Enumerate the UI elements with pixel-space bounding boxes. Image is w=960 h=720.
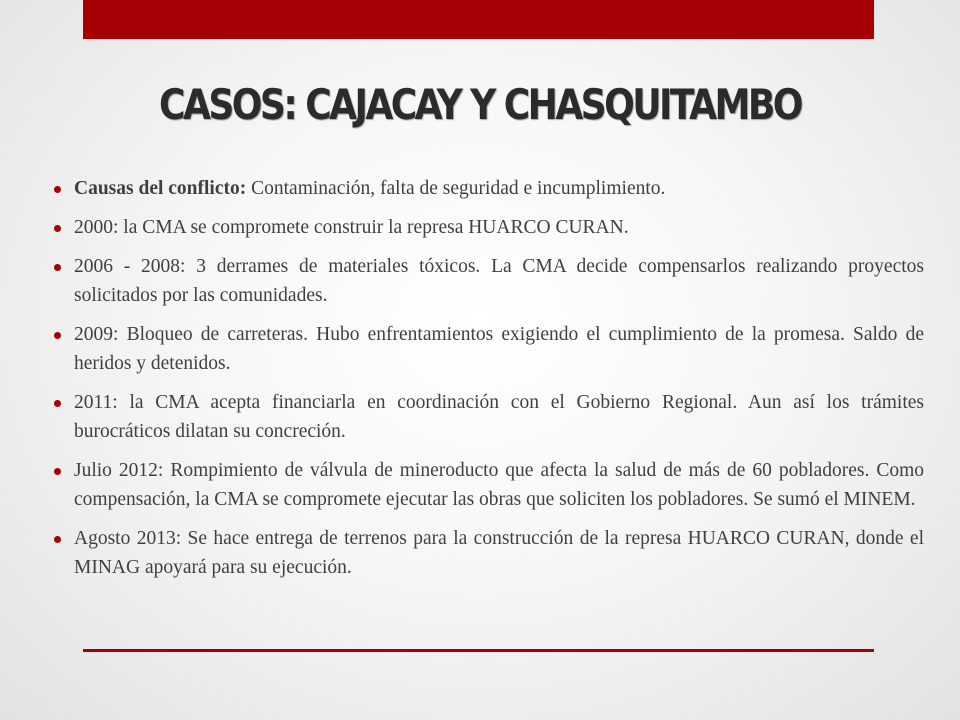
bottom-accent-line [83,649,874,652]
bullet-dot-icon [54,332,61,339]
bullet-item [74,320,924,378]
bullet-text: Julio 2012: Rompimiento de válvula de mineroducto que afecta la salud de más de 60 pobladores. Como compensación, la CMA se compromete ejecutar las obras que soliciten los pobladores. Se sumó el MINEM. [74,460,924,510]
bullet-dot-icon [54,264,61,271]
bullet-text: 2000: la CMA se compromete construir la represa HUARCO CURAN. [74,217,629,238]
bullet-item [74,213,924,242]
bullet-dot-icon [54,536,61,543]
bullet-text: 2006 - 2008: 3 derrames de materiales tóxicos. La CMA decide compensarlos realizando proyectos solicitados por las comunidades. [74,256,924,306]
bullet-dot-icon [54,400,61,407]
bullet-item [74,456,924,514]
bullet-label: Causas del conflicto: [74,178,247,199]
bullet-dot-icon [54,186,61,193]
bullet-item [74,388,924,446]
bullet-list [74,174,924,592]
bullet-text: Agosto 2013: Se hace entrega de terrenos para la construcción de la represa HUARCO CURAN, donde el MINAG apoyará para su ejecución. [74,528,924,578]
bullet-dot-icon [54,468,61,475]
bullet-item [74,252,924,310]
top-accent-bar [83,0,874,39]
bullet-text: 2009: Bloqueo de carreteras. Hubo enfrentamientos exigiendo el cumplimiento de la promesa. Saldo de heridos y detenidos. [74,324,924,374]
slide-title: CASOS: CAJACAY Y CHASQUITAMBO [159,80,801,129]
bullet-item [74,174,924,203]
bullet-text: 2011: la CMA acepta financiarla en coordinación con el Gobierno Regional. Aun así los trámites burocráticos dilatan su concreción. [74,392,924,442]
bullet-text: Contaminación, falta de seguridad e incumplimiento. [246,178,666,199]
bullet-item [74,524,924,582]
bullet-dot-icon [54,225,61,232]
